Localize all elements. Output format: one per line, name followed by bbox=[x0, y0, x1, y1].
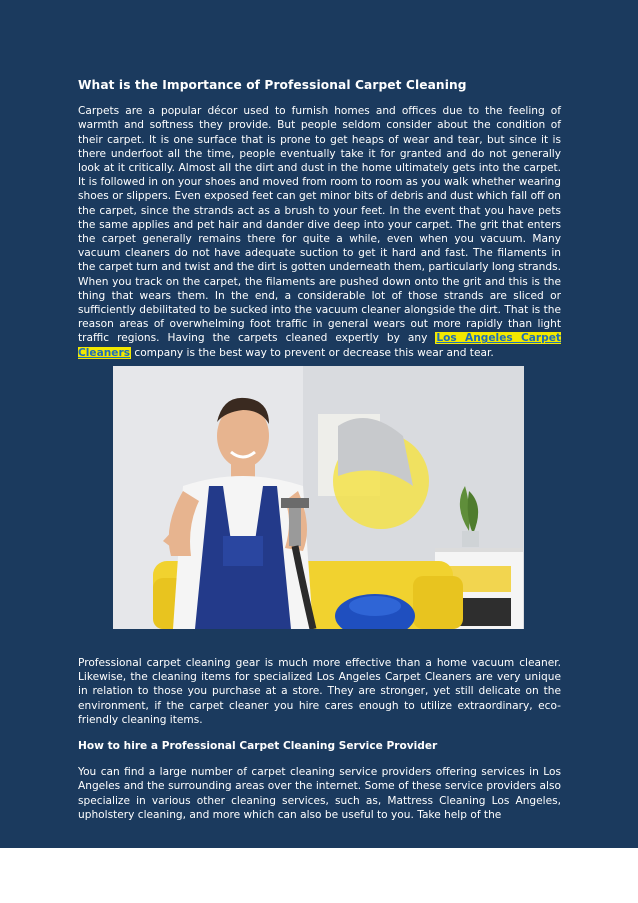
article-heading: What is the Importance of Professional Carpet Cleaning bbox=[78, 78, 467, 92]
intro-text-end: company is the best way to prevent or decrease this wear and tear. bbox=[131, 346, 494, 359]
article-bottom bbox=[78, 656, 561, 834]
hire-paragraph: You can find a large number of carpet cleaning service providers offering services in Los Angeles and the surrounding areas over the internet. Some of these service providers also specialize in various other cleaning services, such as, Mattress Cleaning Los Angeles, upholstery cleaning, and more which can also be useful to you. Take help of the bbox=[78, 766, 561, 821]
gear-paragraph: Professional carpet cleaning gear is much more effective than a home vacuum cleaner. Likewise, the cleaning items for specialized Los Angeles Carpet Cleaners are very unique in relation to those you purchase at a store. They are stronger, yet still delicate on the environment, if the carpet cleaner you hire cares enough to utilize extraordinary, eco-friendly cleaning items. bbox=[78, 657, 561, 726]
intro-paragraph bbox=[78, 104, 561, 360]
article-top bbox=[78, 78, 561, 372]
intro-text: Carpets are a popular décor used to furnish homes and offices due to the feeling of warmth and softness they provide. But people seldom consider about the condition of their carpet. It is one surface that is prone to get heaps of wear and tear, but since it is there underfoot all the time, people eventually take it for granted and do not generally look at it critically. Almost all the dirt and dust in the home ultimately gets into the carpet. It is followed in on your shoes and moved from room to room as you walk whether wearing shoes or slippers. Even exposed feet can get minor bits of debris and dust which fall off on the carpet, since the strands act as a brush to your feet. In the event that you have pets the same applies and pet hair and dander dive deep into your carpet. The grit that enters the carpet generally remains there for quite a while, even when you vacuum. Many vacuum cleaners do not have adequate suction to get it hard and fast. The filaments in the carpet turn and twist and the dirt is gotten underneath them, particularly long strands. When you track on the carpet, the filaments are pushed down onto the grit and this is the thing that wears them. In the end, a considerable lot of those strands are sliced or sufficiently debilitated to be sucked into the vacuum cleaner alongside the dirt. That is the reason areas of overwhelming foot traffic in general wears out more rapidly than light traffic regions. Having the carpets cleaned expertly by any bbox=[78, 105, 561, 345]
carpet-cleaners-link[interactable]: Los Angeles Carpet Cleaners bbox=[78, 332, 561, 359]
cleaner-photo bbox=[113, 366, 524, 629]
hire-heading: How to hire a Professional Carpet Cleaning Service Provider bbox=[78, 740, 438, 753]
